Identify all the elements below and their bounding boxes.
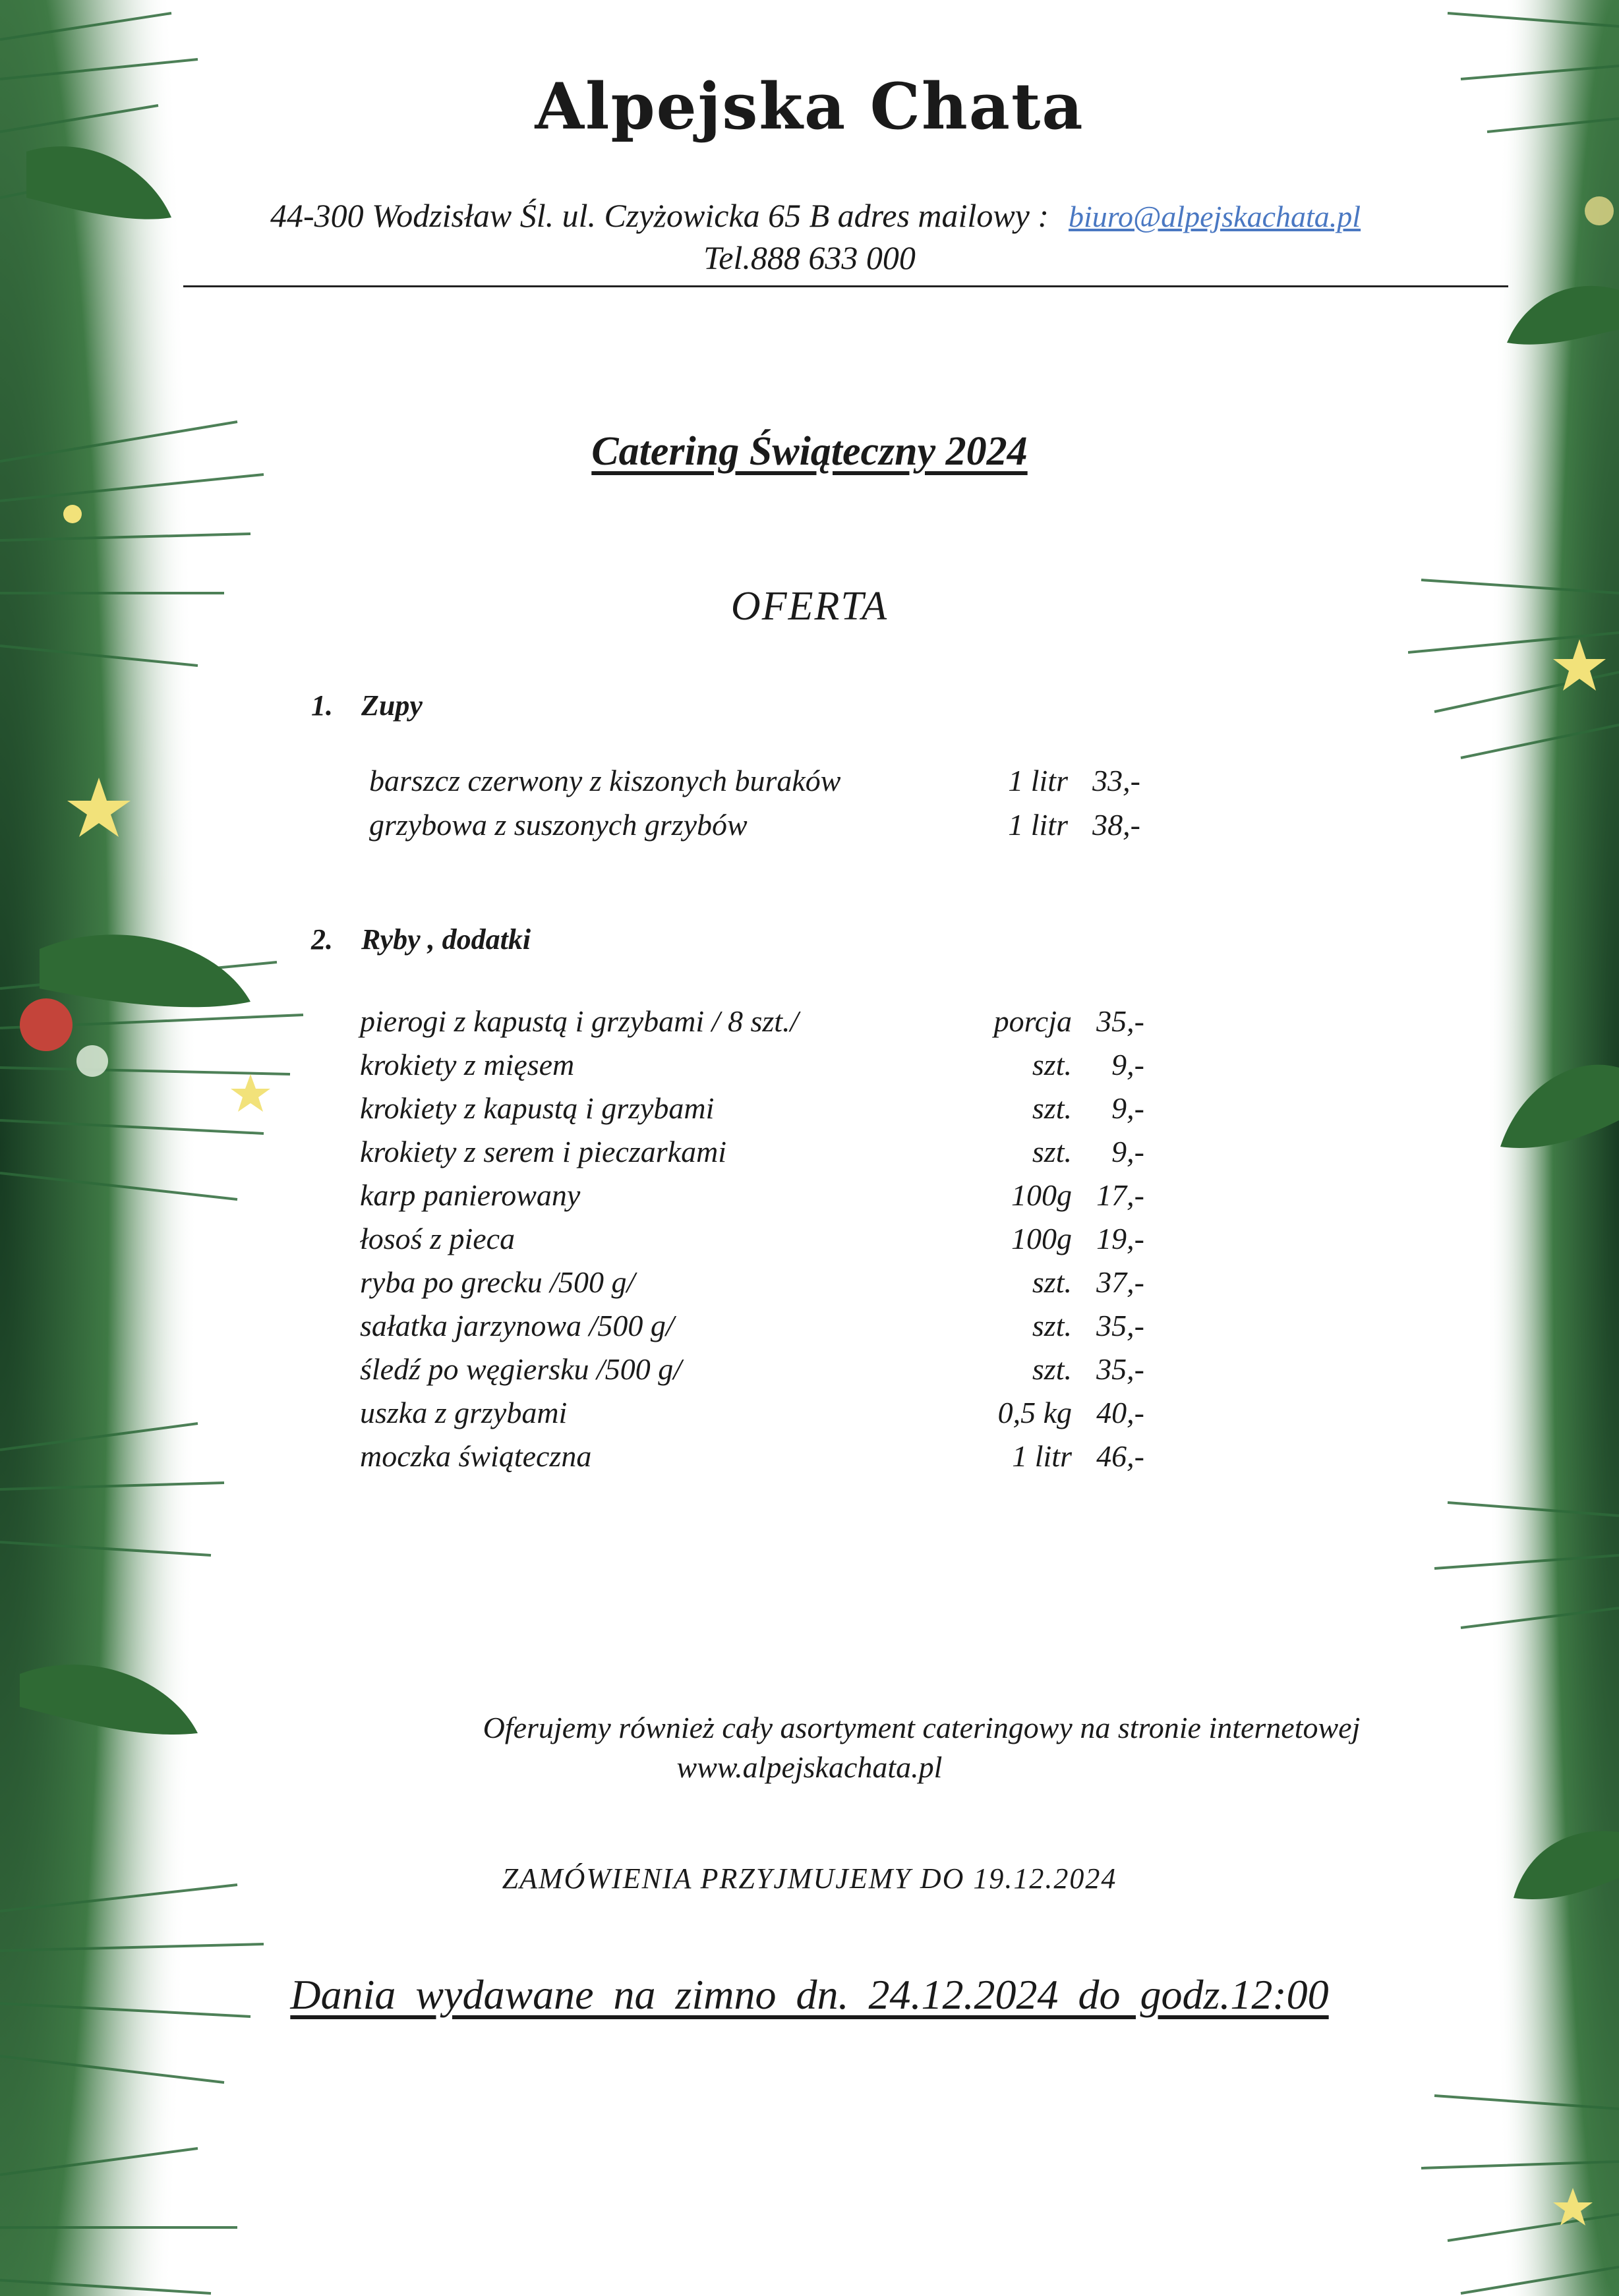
item-name: krokiety z mięsem <box>360 1048 575 1081</box>
item-price: 40,- <box>1096 1396 1144 1429</box>
item-price: 37,- <box>1096 1265 1144 1299</box>
item-unit: 100g <box>1011 1178 1072 1212</box>
item-unit: szt. <box>1032 1309 1072 1342</box>
menu-item <box>360 1352 1171 1391</box>
pine-border-left <box>0 0 316 2296</box>
item-name: łosoś z pieca <box>360 1222 515 1255</box>
header-divider <box>183 285 1508 287</box>
item-unit: 1 litr <box>1012 1439 1072 1473</box>
item-price: 9,- <box>1111 1135 1144 1168</box>
item-price: 35,- <box>1096 1004 1144 1038</box>
item-name: grzybowa z suszonych grzybów <box>369 808 748 842</box>
offer-label: OFERTA <box>730 584 889 629</box>
item-price: 9,- <box>1111 1048 1144 1081</box>
item-price: 38,- <box>1092 808 1140 842</box>
section-title-fish: Ryby , dodatki <box>361 923 531 956</box>
page-title: Catering Świąteczny 2024 <box>591 429 1028 474</box>
menu-item <box>360 1004 1171 1043</box>
item-price: 46,- <box>1096 1439 1144 1473</box>
menu-item <box>360 1178 1171 1217</box>
website-link[interactable]: www.alpejskachata.pl <box>676 1750 943 1784</box>
item-price: 35,- <box>1096 1309 1144 1342</box>
menu-item <box>369 763 1160 803</box>
menu-item <box>360 1221 1171 1261</box>
address-line <box>270 196 1361 235</box>
item-unit: 100g <box>1011 1222 1072 1255</box>
item-unit: szt. <box>1032 1048 1072 1081</box>
order-deadline: ZAMÓWIENIA PRZYJMUJEMY DO 19.12.2024 <box>502 1862 1117 1895</box>
item-unit: szt. <box>1032 1091 1072 1125</box>
restaurant-name: Alpejska Chata <box>535 69 1084 144</box>
pine-border-right <box>1408 0 1619 2296</box>
address-text: 44-300 Wodzisław Śl. ul. Czyżowicka 65 B adres mailowy : <box>270 197 1049 234</box>
item-unit: 1 litr <box>1008 764 1068 797</box>
phone-number: Tel.888 633 000 <box>703 239 916 276</box>
item-price: 19,- <box>1096 1222 1144 1255</box>
menu-item <box>360 1047 1171 1087</box>
item-name: barszcz czerwony z kiszonych buraków <box>369 764 841 797</box>
section-number: 2. <box>311 923 333 956</box>
item-name: uszka z grzybami <box>360 1396 568 1429</box>
item-unit: 1 litr <box>1008 808 1068 842</box>
item-name: ryba po grecku /500 g/ <box>360 1265 635 1299</box>
item-price: 9,- <box>1111 1091 1144 1125</box>
item-name: moczka świąteczna <box>360 1439 592 1473</box>
email-link[interactable]: biuro@alpejskachata.pl <box>1069 200 1361 233</box>
item-unit: szt. <box>1032 1352 1072 1386</box>
item-name: krokiety z kapustą i grzybami <box>360 1091 715 1125</box>
serving-info: Dania wydawane na zimno dn. 24.12.2024 do godz.12:00 <box>290 1971 1329 2018</box>
item-name: karp panierowany <box>360 1178 581 1212</box>
item-unit: 0,5 kg <box>997 1396 1072 1429</box>
section-title-soups: Zupy <box>361 689 423 722</box>
menu-item <box>360 1265 1171 1304</box>
section-number: 1. <box>311 689 333 722</box>
catering-note: Oferujemy również cały asortyment cateringowy na stronie internetowej <box>483 1711 1361 1744</box>
menu-item <box>360 1134 1171 1174</box>
item-unit: porcja <box>993 1004 1072 1038</box>
item-name: krokiety z serem i pieczarkami <box>360 1135 727 1168</box>
menu-item <box>360 1308 1171 1348</box>
item-name: śledź po węgiersku /500 g/ <box>360 1352 682 1386</box>
item-name: sałatka jarzynowa /500 g/ <box>360 1309 674 1342</box>
item-price: 17,- <box>1096 1178 1144 1212</box>
item-unit: szt. <box>1032 1135 1072 1168</box>
item-price: 35,- <box>1096 1352 1144 1386</box>
menu-item <box>360 1395 1171 1435</box>
menu-item <box>360 1439 1171 1478</box>
item-price: 33,- <box>1092 764 1140 797</box>
menu-item <box>360 1091 1171 1130</box>
ornament-ball-icon <box>20 998 73 1051</box>
menu-item <box>369 807 1160 847</box>
item-unit: szt. <box>1032 1265 1072 1299</box>
item-name: pierogi z kapustą i grzybami / 8 szt./ <box>360 1004 799 1038</box>
